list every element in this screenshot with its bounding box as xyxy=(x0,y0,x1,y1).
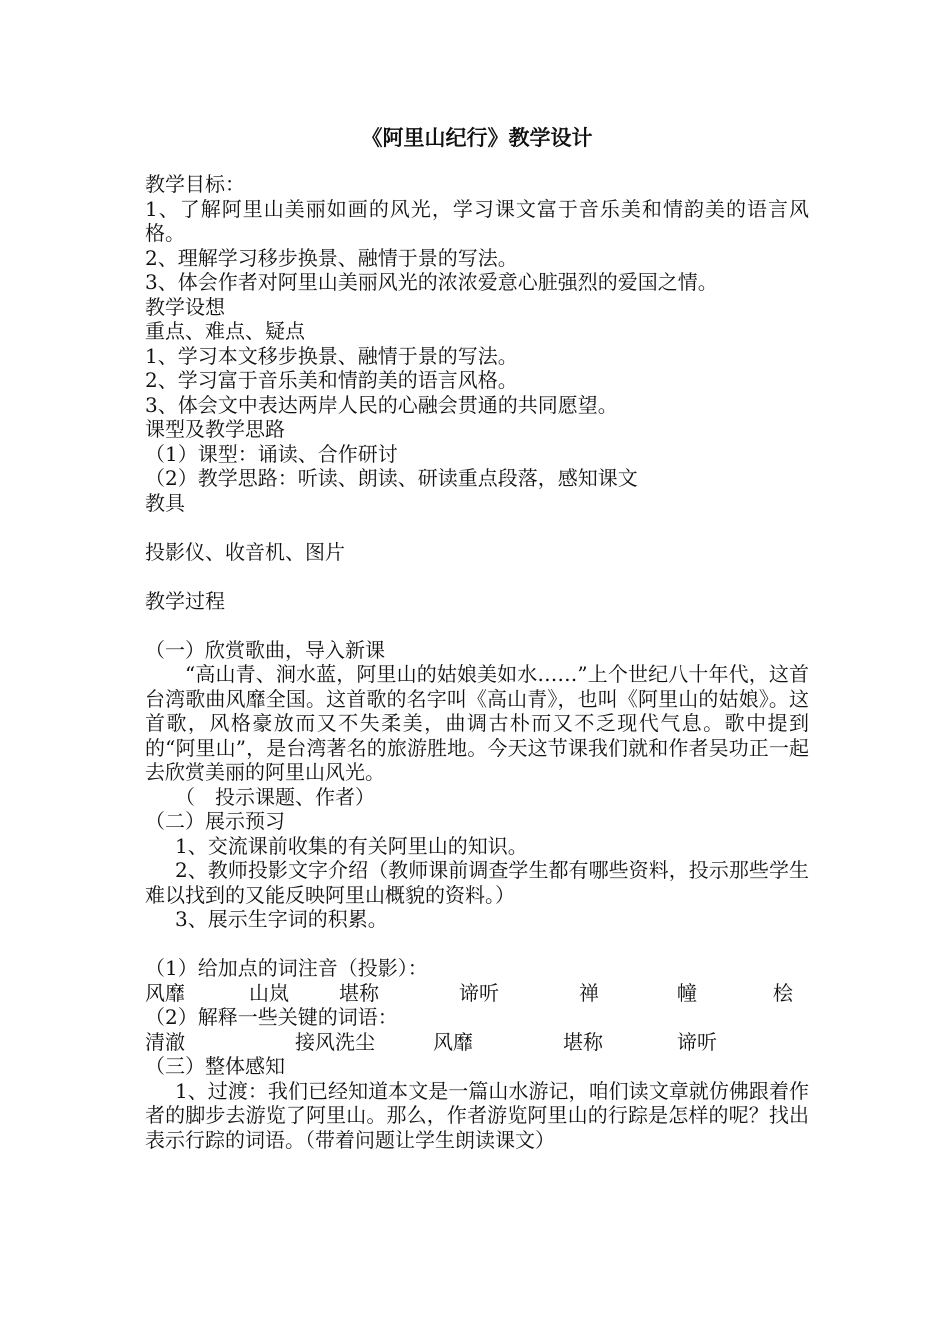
key-point-1: 1、学习本文移步换景、融情于景的写法。 xyxy=(145,343,518,368)
pinyin-heading: （1）给加点的词注音（投影）： xyxy=(145,956,428,980)
section2-item-3: 3、展示生字词的积累。 xyxy=(175,907,388,931)
document-title: 《阿里山纪行》教学设计 xyxy=(361,125,593,150)
process-heading: 教学过程 xyxy=(145,588,225,613)
tools-heading: 教具 xyxy=(145,490,185,515)
explain-word: 风靡 xyxy=(433,1029,473,1054)
explain-word: 谛听 xyxy=(677,1029,717,1054)
key-points-heading: 重点、难点、疑点 xyxy=(145,319,305,343)
explain-word: 接风洗尘 xyxy=(295,1029,375,1054)
explain-words-row xyxy=(145,1030,809,1055)
pinyin-words-row xyxy=(145,981,809,1006)
section2-item-2-wrap xyxy=(145,858,809,907)
tools-content: 投影仪、收音机、图片 xyxy=(145,539,345,564)
explain-word: 清澈 xyxy=(145,1029,185,1054)
section2-heading: （二）展示预习 xyxy=(145,809,285,833)
section2-item-2: 2、教师投影文字介绍（教师课前调查学生都有哪些资料，投示那些学生难以找到的又能反映阿里山概貌的资料。） xyxy=(145,858,809,907)
objective-item-3: 3、体会作者对阿里山美丽风光的浓浓爱意心脏强烈的爱国之情。 xyxy=(145,270,718,294)
key-point-3: 3、体会文中表达两岸人民的心融会贯通的共同愿望。 xyxy=(145,392,618,417)
pinyin-word: 幢 xyxy=(677,980,697,1005)
pinyin-word: 堪称 xyxy=(339,980,379,1005)
spacer xyxy=(145,564,809,589)
spacer xyxy=(145,613,809,638)
explain-word: 堪称 xyxy=(563,1029,603,1054)
section2-item-1: 1、交流课前收集的有关阿里山的知识。 xyxy=(175,833,528,858)
course-item-2: （2）教学思路：听读、朗读、研读重点段落，感知课文 xyxy=(145,466,638,490)
pinyin-word: 风靡 xyxy=(145,980,185,1005)
spacer xyxy=(145,515,809,540)
section1-heading: （一）欣赏歌曲，导入新课 xyxy=(145,637,385,662)
pinyin-word: 桧 xyxy=(773,980,793,1005)
objective-item-1: 1、了解阿里山美丽如画的风光，学习课文富于音乐美和情韵美的语言风格。 xyxy=(145,196,809,245)
course-item-1: （1）课型：诵读、合作研讨 xyxy=(145,441,398,466)
design-heading: 教学设想 xyxy=(145,294,225,319)
section3-heading: （三）整体感知 xyxy=(145,1054,285,1078)
pinyin-word: 谛听 xyxy=(459,980,499,1005)
section3-paragraph-wrap xyxy=(145,1079,809,1153)
objectives-heading: 教学目标： xyxy=(145,172,245,196)
section3-paragraph: 1、过渡：我们已经知道本文是一篇山水游记，咱们读文章就仿佛跟着作者的脚步去游览了阿里山。那么，作者游览阿里山的行踪是怎样的呢？找出表示行踪的词语。（带着问题让学生朗读课文） xyxy=(145,1078,809,1152)
document-page xyxy=(145,110,809,1152)
section1-paragraph: “高山青、涧水蓝，阿里山的姑娘美如水……”上个世纪八十年代，这首台湾歌曲风靡全国。这首歌的名字叫《高山青》，也叫《阿里山的姑娘》。这首歌，风格豪放而又不失柔美，曲调古朴而又不乏现代气息。歌中提到的“阿里山”，是台湾著名的旅游胜地。今天这节课我们就和作者吴功正一起去欣赏美丽的阿里山风光。 xyxy=(145,662,809,784)
pinyin-word: 山岚 xyxy=(249,980,289,1005)
explain-heading: （2）解释一些关键的词语： xyxy=(145,1005,398,1029)
spacer xyxy=(145,932,809,957)
course-heading: 课型及教学思路 xyxy=(145,417,285,441)
pinyin-word: 禅 xyxy=(579,980,599,1005)
objective-item-2: 2、理解学习移步换景、融情于景的写法。 xyxy=(145,245,518,270)
section1-note: （ 投示课题、作者） xyxy=(175,784,375,809)
key-point-2: 2、学习富于音乐美和情韵美的语言风格。 xyxy=(145,368,518,392)
